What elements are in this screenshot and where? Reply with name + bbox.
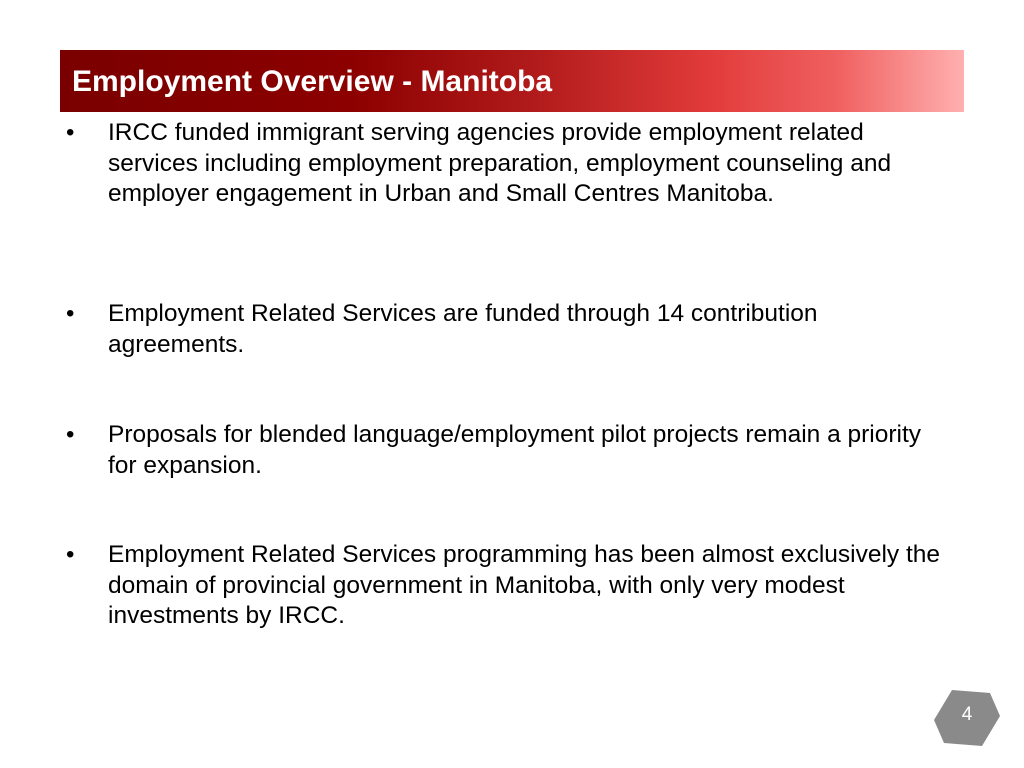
bullet-item	[66, 299, 956, 360]
page-number: 4	[961, 704, 973, 725]
bullet-text: Employment Related Services are funded through 14 contribution agreements.	[108, 300, 818, 358]
bullet-item	[66, 540, 956, 632]
bullet-item	[66, 420, 956, 481]
bullet-text: Employment Related Services programming has been almost exclusively the domain of provincial government in Manitoba, with only very modest investments by IRCC.	[108, 541, 941, 629]
bullet-marker: •	[66, 300, 75, 327]
bullet-item	[66, 118, 956, 210]
slide-title: Employment Overview - Manitoba	[72, 65, 553, 98]
bullet-text: Proposals for blended language/employment pilot projects remain a priority for expansion.	[108, 421, 922, 479]
bullet-marker: •	[66, 421, 75, 448]
bullet-marker: •	[66, 541, 75, 568]
bullet-text: IRCC funded immigrant serving agencies provide employment related services including employment preparation, employment counseling and employer engagement in Urban and Small Centres Manitoba.	[108, 119, 892, 207]
bullet-marker: •	[66, 119, 75, 146]
